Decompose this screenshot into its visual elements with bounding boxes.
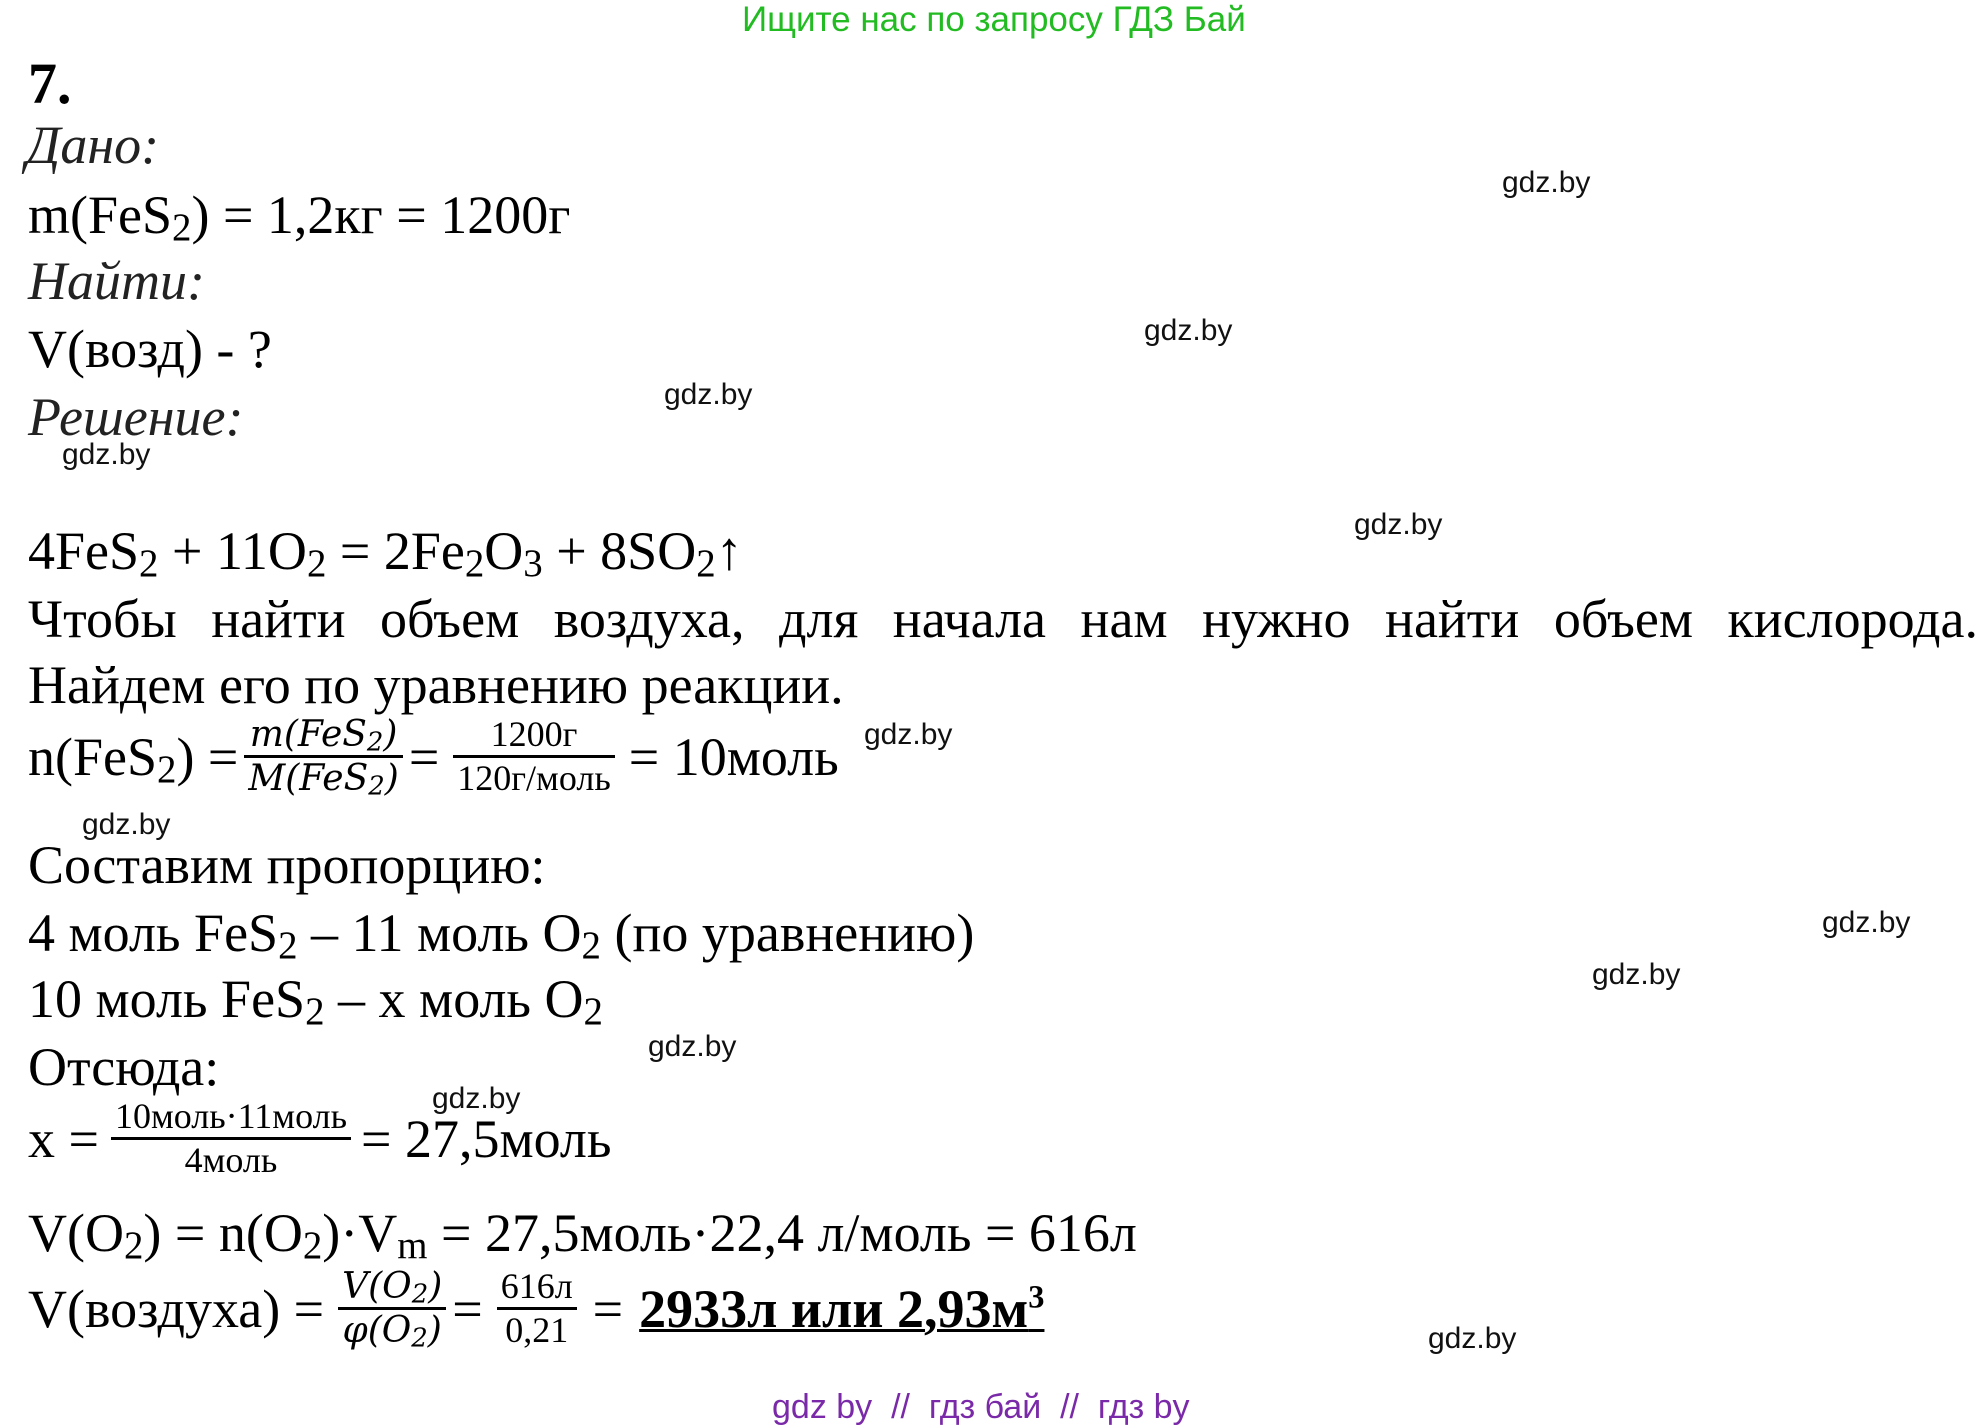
x-calculation: x = $\frac{\text{10моль·11моль}}{\text{4моль}}$ = 27,5моль xyxy=(28,1096,612,1181)
proportion-label: Составим пропорцию: xyxy=(28,835,546,895)
watermark: gdz.by xyxy=(1144,314,1233,347)
air-volume: V(воздуха) = $\frac{V(O_2)}{\varphi(O_2)}$ = $\frac{616л}{0,21}$ = 2933л или $2,93м^3$ xyxy=(28,1266,1045,1355)
reaction-equation: $4FeS_2 + 11O_2 = 2Fe_2O_3$ + $8SO_2↑$ xyxy=(28,521,743,585)
watermark: gdz.by xyxy=(1428,1322,1517,1355)
watermark: gdz.by xyxy=(1822,906,1911,939)
given-label: Дано: xyxy=(26,115,160,175)
watermark: gdz.by xyxy=(864,718,953,751)
footer-credits: gdz by // гдз бай // гдз by xyxy=(772,1388,1190,1426)
explanation-line-1: Чтобы найти объем воздуха, для начала нам нужно найти объем кислорода. xyxy=(28,589,1978,649)
moles-fraction-symbolic: $\frac{m(FeS_2)}{M(FeS_2)}$ xyxy=(244,714,402,800)
x-fraction: $\frac{\text{10моль·11моль}}{\text{4моль}}$ xyxy=(111,1096,351,1182)
top-banner: Ищите нас по запросу ГДЗ Бай xyxy=(742,0,1246,39)
explanation-line-2: Найдем его по уравнению реакции. xyxy=(28,655,844,715)
solution-label: Решение: xyxy=(28,387,244,447)
watermark: gdz.by xyxy=(1592,958,1681,991)
problem-number: 7. xyxy=(28,51,72,116)
proportion-line-1: 4 моль FeS$_2$ – 11 моль $O_2$ (по уравнению) xyxy=(28,903,975,967)
moles-calculation: n(FeS$_2$) = $\frac{m(FeS_2)}{M(FeS_2)}$ = $\frac{1200г}{\text{120г/моль}}$ = 10моль xyxy=(28,714,839,803)
watermark: gdz.by xyxy=(1354,508,1443,541)
proportion-line-2: 10 моль FeS$_2$ – x моль $O_2$ xyxy=(28,969,603,1033)
watermark: gdz.by xyxy=(648,1030,737,1063)
watermark: gdz.by xyxy=(1502,166,1591,199)
final-answer: 2933л или $2,93м^3$ xyxy=(639,1278,1045,1339)
oxygen-volume: $V(O_2) = n(O_2)\cdot V_m$ = 27,5моль·22,4 л/моль = 616л xyxy=(28,1203,1137,1267)
find-label: Найти: xyxy=(28,251,205,311)
watermark: gdz.by xyxy=(664,378,753,411)
moles-fraction-numeric: $\frac{1200г}{\text{120г/моль}}$ xyxy=(453,714,614,800)
hence-label: Отсюда: xyxy=(28,1037,220,1097)
air-fraction-symbolic: $\frac{V(O_2)}{\varphi(O_2)}$ xyxy=(338,1266,446,1352)
find-volume: V(возд) - ? xyxy=(28,319,272,379)
air-fraction-numeric: $\frac{616л}{0,21}$ xyxy=(497,1266,577,1352)
watermark: gdz.by xyxy=(82,808,171,841)
given-mass: m(FeS$_2$) = 1,2кг = 1200г xyxy=(28,185,571,249)
watermark: gdz.by xyxy=(432,1082,521,1115)
watermark: gdz.by xyxy=(62,438,151,471)
